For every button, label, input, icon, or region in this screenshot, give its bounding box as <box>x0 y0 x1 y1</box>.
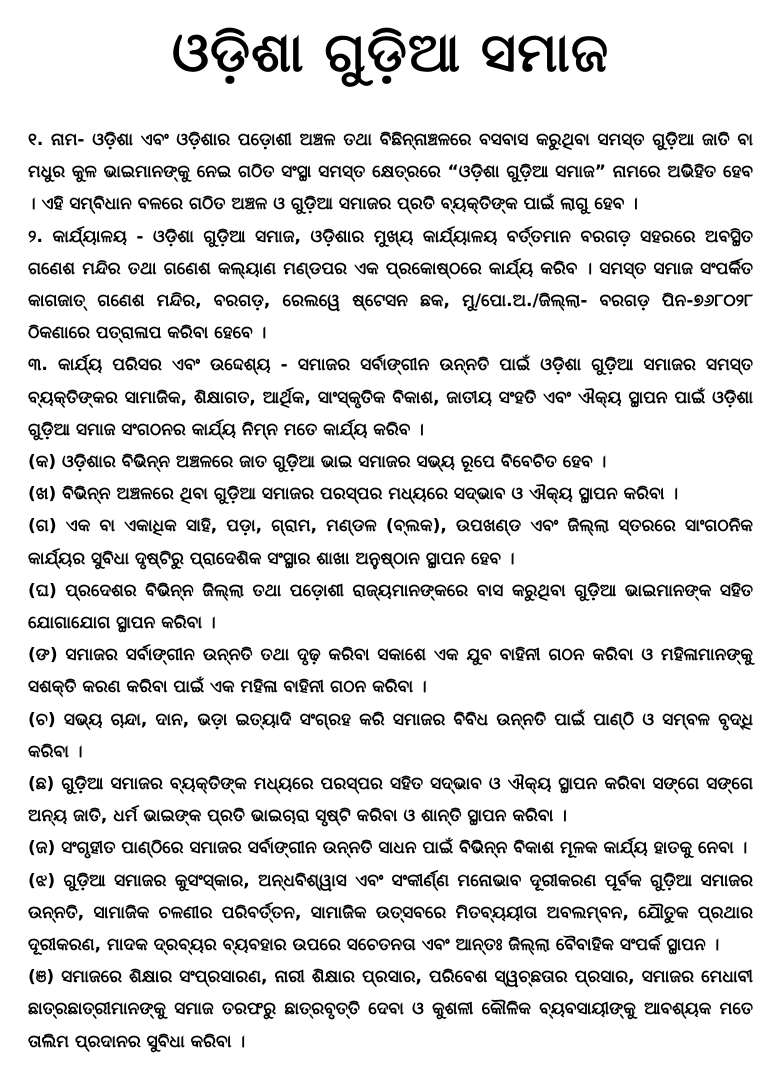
paragraph-office: ୨. କାର୍ଯ୍ୟାଳୟ - ଓଡ଼ିଶା ଗୁଡ଼ିଆ ସମାଜ, ଓଡ଼ିଶାର ମୁଖ୍ୟ କାର୍ଯ୍ୟାଳୟ ବର୍ତ୍ତମାନ ବରଗଡ଼ ସହରରେ ଅବସ୍ଥିତ ଗଣେଶ ମନ୍ଦିର ତଥା ଗଣେଶ କଲ୍ୟାଣ ମଣ୍ଡପର ଏକ ପ୍ରକୋଷ୍ଠରେ କାର୍ଯ୍ୟ କରିବ । ସମସ୍ତ ସମାଜ ସଂପର୍କିତ କାଗଜାତ୍ ଗଣେଶ ମନ୍ଦିର, ବରଗଡ଼, ରେଲୱେ ଷ୍ଟେସନ ଛକ, ମୁ/ପୋ.ଅ./ଜିଲ୍ଲା- ବରଗଡ଼ ପିନ-୭୬୮୦୨୮ ଠିକଣାରେ ପତ୍ରାଳାପ କରିବା ହେବେ । <box>28 226 753 344</box>
list-item-ja: (ଜ) ସଂଗୃହୀତ ପାଣ୍ଠିରେ ସମାଜର ସର୍ବାଙ୍ଗୀନ ଉନ୍ନତି ସାଧନ ପାଇଁ ବିଭିନ୍ନ ବିକାଶ ମୂଳକ କାର୍ଯ୍ୟ ହାତକୁ ନେବା । <box>28 838 748 859</box>
document-title: ଓଡ଼ିଶା ଗୁଡ଼ିଆ ସମାଜ <box>171 21 610 84</box>
list-item-chha: (ଛ) ଗୁଡ଼ିଆ ସମାଜର ବ୍ୟକ୍ତିଙ୍କ ମଧ୍ୟରେ ପରସ୍ପର ସହିତ ସଦ୍ଭାବ ଓ ଐକ୍ୟ ସ୍ଥାପନ କରିବା ସଙ୍ଗେ ସଙ୍ଗେ ଅନ୍ୟ ଜାତି, ଧର୍ମ ଭାଇଙ୍କ ପ୍ରତି ଭାଇଚାରା ସୃଷ୍ଟି କରିବା ଓ ଶାନ୍ତି ସ୍ଥାପନ କରିବା । <box>28 774 753 827</box>
document-body <box>28 124 753 1058</box>
list-item-kha: (ଖ) ବିଭିନ୍ନ ଅଞ୍ଚଳରେ ଥିବା ଗୁଡ଼ିଆ ସମାଜର ପରସ୍ପର ମଧ୍ୟରେ ସଦ୍ଭାବ ଓ ଐକ୍ୟ ସ୍ଥାପନ କରିବା । <box>28 484 679 505</box>
paragraph-scope-objectives: ୩. କାର୍ଯ୍ୟ ପରିସର ଏବଂ ଉଦ୍ଦେଶ୍ୟ - ସମାଜର ସର୍ବାଙ୍ଗୀନ ଉନ୍ନତି ପାଇଁ ଓଡ଼ିଶା ଗୁଡ଼ିଆ ସମାଜର ସମସ୍ତ ବ୍ୟକ୍ତିଙ୍କର ସାମାଜିକ, ଶିକ୍ଷାଗତ, ଆର୍ଥିକ, ସାଂସ୍କୃତିକ ବିକାଶ, ଜାତୀୟ ସଂହତି ଏବଂ ଐକ୍ୟ ସ୍ଥାପନ ପାଇଁ ଓଡ଼ିଶା ଗୁଡ଼ିଆ ସମାଜ ସଂଗଠନର କାର୍ଯ୍ୟ ନିମ୍ନ ମତେ କାର୍ଯ୍ୟ କରିବ । <box>28 355 753 440</box>
list-item-nya: (ଞ) ସମାଜରେ ଶିକ୍ଷାର ସଂପ୍ରସାରଣ, ନାରୀ ଶିକ୍ଷାର ପ୍ରସାର, ପରିବେଶ ସ୍ୱଚ୍ଛତାର ପ୍ରସାର, ସମାଜର ମେଧାବୀ ଛାତ୍ରଛାତ୍ରୀମାନଙ୍କୁ ସମାଜ ତରଫରୁ ଛାତ୍ରବୃତ୍ତି ଦେବା ଓ କୁଶଳୀ କୌଳିକ ବ୍ୟବସାୟୀଙ୍କୁ ଆବଶ୍ୟକ ମତେ ତାଲିମ ପ୍ରଦାନର ସୁବିଧା କରିବା । <box>28 967 753 1052</box>
paragraph-name: ୧. ନାମ- ଓଡ଼ିଶା ଏବଂ ଓଡ଼ିଶାର ପଡ଼ୋଶୀ ଅଞ୍ଚଳ ତଥା ବିଛିନ୍ନାଞ୍ଚଳରେ ବସବାସ କରୁଥିବା ସମସ୍ତ ଗୁଡ଼ିଆ ଜାତି ବା ମଧୁର କୁଳ ଭାଇମାନଙ୍କୁ ନେଇ ଗଠିତ ସଂସ୍ଥା ସମସ୍ତ କ୍ଷେତ୍ରରେ “ଓଡ଼ିଶା ଗୁଡ଼ିଆ ସମାଜ” ନାମରେ ଅଭିହିତ ହେବ । ଏହି ସମ୍ବିଧାନ ବଳରେ ଗଠିତ ଅଞ୍ଚଳ ଓ ଗୁଡ଼ିଆ ସମାଜର ପ୍ରତି ବ୍ୟକ୍ତିଙ୍କ ପାଇଁ ଲାଗୁ ହେବ । <box>28 130 753 215</box>
list-item-ga: (ଗ) ଏକ ବା ଏକାଧିକ ସାହି, ପଡ଼ା, ଗ୍ରାମ, ମଣ୍ଡଳ (ବ୍ଲକ), ଉପଖଣ୍ଡ ଏବଂ ଜିଲ୍ଲା ସ୍ତରରେ ସାଂଗଠନିକ କାର୍ଯ୍ୟର ସୁବିଧା ଦୃଷ୍ଟିରୁ ପ୍ରାଦେଶିକ ସଂସ୍ଥାର ଶାଖା ଅନୁଷ୍ଠାନ ସ୍ଥାପନ ହେବ । <box>28 516 753 569</box>
list-item-cha: (ଚ) ସଭ୍ୟ ଚାନ୍ଦା, ଦାନ, ଭଡ଼ା ଇତ୍ୟାଦି ସଂଗ୍ରହ କରି ସମାଜର ବିବିଧ ଉନ୍ନତି ପାଇଁ ପାଣ୍ଠି ଓ ସମ୍ବଳ ବୃଦ୍ଧି କରିବା । <box>28 709 753 762</box>
list-item-nga: (ଙ) ସମାଜର ସର୍ବାଙ୍ଗୀନ ଉନ୍ନତି ତଥା ଦୃଢ଼ କରିବା ସକାଶେ ଏକ ଯୁବ ବାହିନୀ ଗଠନ କରିବା ଓ ମହିଳାମାନଙ୍କୁ ସଶକ୍ତି କରଣ କରିବା ପାଇଁ ଏକ ମହିଳା ବାହିନୀ ଗଠନ କରିବା । <box>28 645 753 698</box>
list-item-jha: (ଝ) ଗୁଡ଼ିଆ ସମାଜର କୁସଂସ୍କାର, ଅନ୍ଧବିଶ୍ୱାସ ଏବଂ ସଂକୀର୍ଣ୍ଣ ମନୋଭାବ ଦୂରୀକରଣ ପୂର୍ବକ ଗୁଡ଼ିଆ ସମାଜର ଉନ୍ନତି, ସାମାଜିକ ଚଳଣୀର ପରିବର୍ତ୍ତନ, ସାମାଜିକ ଉତ୍ସବରେ ମିତବ୍ୟୟୀତା ଅବଲମ୍ବନ, ଯୌତୁକ ପ୍ରଥାର ଦୂରୀକରଣ, ମାଦକ ଦ୍ରବ୍ୟର ବ୍ୟବହାର ଉପରେ ସଚେତନତା ଏବଂ ଆନ୍ତଃ ଜିଲ୍ଲା ବୈବାହିକ ସଂପର୍କ ସ୍ଥାପନ । <box>28 870 753 956</box>
list-item-ka: (କ) ଓଡ଼ିଶାର ବିଭିନ୍ନ ଅଞ୍ଚଳରେ ଜାତ ଗୁଡ଼ିଆ ଭାଇ ସମାଜର ସଭ୍ୟ ରୂପେ ବିବେଚିତ ହେବ । <box>28 452 607 473</box>
list-item-gha: (ଘ) ପ୍ରଦେଶର ବିଭିନ୍ନ ଜିଲ୍ଲା ତଥା ପଡ଼ୋଶୀ ରାଜ୍ୟମାନଙ୍କରେ ବାସ କରୁଥିବା ଗୁଡ଼ିଆ ଭାଇମାନଙ୍କ ସହିତ ଯୋଗାଯୋଗ ସ୍ଥାପନ କରିବା । <box>28 580 753 634</box>
